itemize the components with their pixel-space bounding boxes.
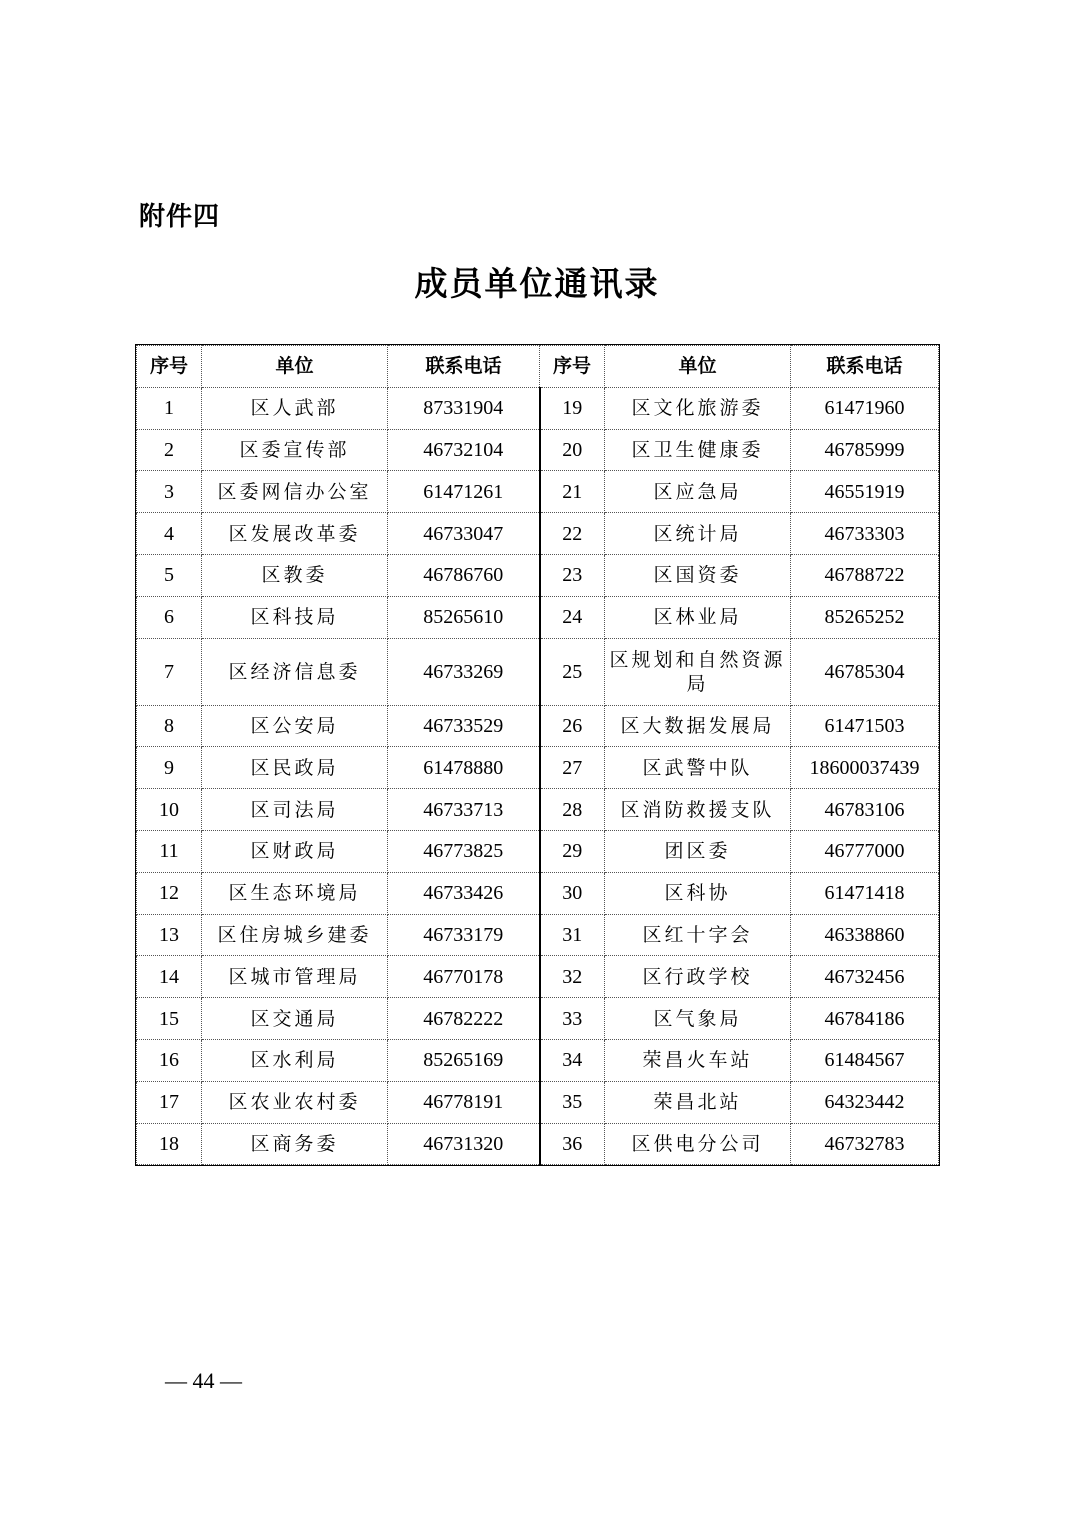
unit-cell: 区司法局 [202,789,388,831]
unit-cell: 区生态环境局 [202,872,388,914]
unit-cell: 区人武部 [202,387,388,429]
unit-cell: 区科协 [605,872,791,914]
table-row [137,1039,939,1081]
contact-directory-table [136,345,939,1165]
phone-cell: 61471960 [791,387,939,429]
unit-cell: 区大数据发展局 [605,705,791,747]
phone-cell: 64323442 [791,1081,939,1123]
seq-cell: 4 [137,513,202,555]
seq-cell: 36 [540,1123,605,1165]
table-row [137,638,939,705]
phone-cell: 46733179 [388,914,540,956]
unit-cell: 区国资委 [605,554,791,596]
phone-cell: 46782222 [388,998,540,1040]
unit-cell: 区统计局 [605,513,791,555]
unit-cell: 区委网信办公室 [202,471,388,513]
table-row [137,747,939,789]
phone-cell: 46732456 [791,956,939,998]
unit-cell: 团区委 [605,830,791,872]
phone-cell: 46786760 [388,554,540,596]
table-row [137,471,939,513]
unit-cell: 区红十字会 [605,914,791,956]
unit-cell: 区供电分公司 [605,1123,791,1165]
table-row [137,554,939,596]
seq-cell: 6 [137,596,202,638]
seq-cell: 7 [137,638,202,705]
phone-cell: 46731320 [388,1123,540,1165]
phone-cell: 85265169 [388,1039,540,1081]
phone-cell: 46733047 [388,513,540,555]
page-number: — 44 — [165,1368,242,1393]
seq-cell: 32 [540,956,605,998]
seq-cell: 13 [137,914,202,956]
seq-cell: 35 [540,1081,605,1123]
phone-cell: 46551919 [791,471,939,513]
unit-cell: 区发展改革委 [202,513,388,555]
table-row [137,387,939,429]
table-row [137,914,939,956]
phone-cell: 85265610 [388,596,540,638]
unit-cell: 区水利局 [202,1039,388,1081]
phone-cell: 46733713 [388,789,540,831]
seq-cell: 17 [137,1081,202,1123]
phone-cell: 61484567 [791,1039,939,1081]
seq-cell: 24 [540,596,605,638]
table-row [137,513,939,555]
phone-cell: 61471503 [791,705,939,747]
phone-cell: 46777000 [791,830,939,872]
phone-cell: 87331904 [388,387,540,429]
seq-cell: 34 [540,1039,605,1081]
seq-cell: 9 [137,747,202,789]
phone-cell: 46733426 [388,872,540,914]
phone-cell: 46773825 [388,830,540,872]
unit-cell: 区委宣传部 [202,429,388,471]
seq-cell: 18 [137,1123,202,1165]
unit-cell: 区财政局 [202,830,388,872]
seq-cell: 33 [540,998,605,1040]
header-seq-right: 序号 [540,346,605,388]
phone-cell: 46770178 [388,956,540,998]
unit-cell: 区消防救援支队 [605,789,791,831]
phone-cell: 46732783 [791,1123,939,1165]
header-unit-right: 单位 [605,346,791,388]
seq-cell: 15 [137,998,202,1040]
seq-cell: 11 [137,830,202,872]
seq-cell: 10 [137,789,202,831]
phone-cell: 46733303 [791,513,939,555]
seq-cell: 30 [540,872,605,914]
unit-cell: 区科技局 [202,596,388,638]
header-phone-left: 联系电话 [388,346,540,388]
unit-cell: 区教委 [202,554,388,596]
unit-cell: 区经济信息委 [202,638,388,705]
phone-cell: 85265252 [791,596,939,638]
seq-cell: 2 [137,429,202,471]
phone-cell: 46732104 [388,429,540,471]
unit-cell: 区交通局 [202,998,388,1040]
unit-cell: 区卫生健康委 [605,429,791,471]
unit-cell: 区气象局 [605,998,791,1040]
seq-cell: 16 [137,1039,202,1081]
unit-cell: 区农业农村委 [202,1081,388,1123]
table-row [137,789,939,831]
phone-cell: 46785304 [791,638,939,705]
phone-cell: 46733529 [388,705,540,747]
seq-cell: 25 [540,638,605,705]
phone-cell: 46783106 [791,789,939,831]
phone-cell: 18600037439 [791,747,939,789]
table-header-row [137,346,939,388]
seq-cell: 26 [540,705,605,747]
seq-cell: 31 [540,914,605,956]
seq-cell: 14 [137,956,202,998]
attachment-label: 附件四 [139,202,221,232]
seq-cell: 8 [137,705,202,747]
seq-cell: 28 [540,789,605,831]
header-seq-left: 序号 [137,346,202,388]
document-title: 成员单位通讯录 [414,264,660,303]
table-row [137,830,939,872]
phone-cell: 46778191 [388,1081,540,1123]
unit-cell: 荣昌火车站 [605,1039,791,1081]
seq-cell: 5 [137,554,202,596]
phone-cell: 61471418 [791,872,939,914]
seq-cell: 23 [540,554,605,596]
seq-cell: 27 [540,747,605,789]
seq-cell: 21 [540,471,605,513]
phone-cell: 46788722 [791,554,939,596]
unit-cell: 区商务委 [202,1123,388,1165]
phone-cell: 46733269 [388,638,540,705]
unit-cell: 荣昌北站 [605,1081,791,1123]
unit-cell: 区武警中队 [605,747,791,789]
table-row [137,998,939,1040]
seq-cell: 19 [540,387,605,429]
seq-cell: 29 [540,830,605,872]
seq-cell: 3 [137,471,202,513]
unit-cell: 区公安局 [202,705,388,747]
phone-cell: 46338860 [791,914,939,956]
table-row [137,1123,939,1165]
phone-cell: 61478880 [388,747,540,789]
table-row [137,956,939,998]
unit-cell: 区规划和自然资源局 [605,638,791,705]
seq-cell: 12 [137,872,202,914]
header-phone-right: 联系电话 [791,346,939,388]
phone-cell: 61471261 [388,471,540,513]
table-row [137,705,939,747]
unit-cell: 区文化旅游委 [605,387,791,429]
table-row [137,596,939,638]
seq-cell: 20 [540,429,605,471]
unit-cell: 区住房城乡建委 [202,914,388,956]
unit-cell: 区行政学校 [605,956,791,998]
unit-cell: 区民政局 [202,747,388,789]
seq-cell: 1 [137,387,202,429]
table-row [137,1081,939,1123]
table-row [137,872,939,914]
phone-cell: 46784186 [791,998,939,1040]
unit-cell: 区城市管理局 [202,956,388,998]
unit-cell: 区林业局 [605,596,791,638]
unit-cell: 区应急局 [605,471,791,513]
header-unit-left: 单位 [202,346,388,388]
phone-cell: 46785999 [791,429,939,471]
table-row [137,429,939,471]
seq-cell: 22 [540,513,605,555]
